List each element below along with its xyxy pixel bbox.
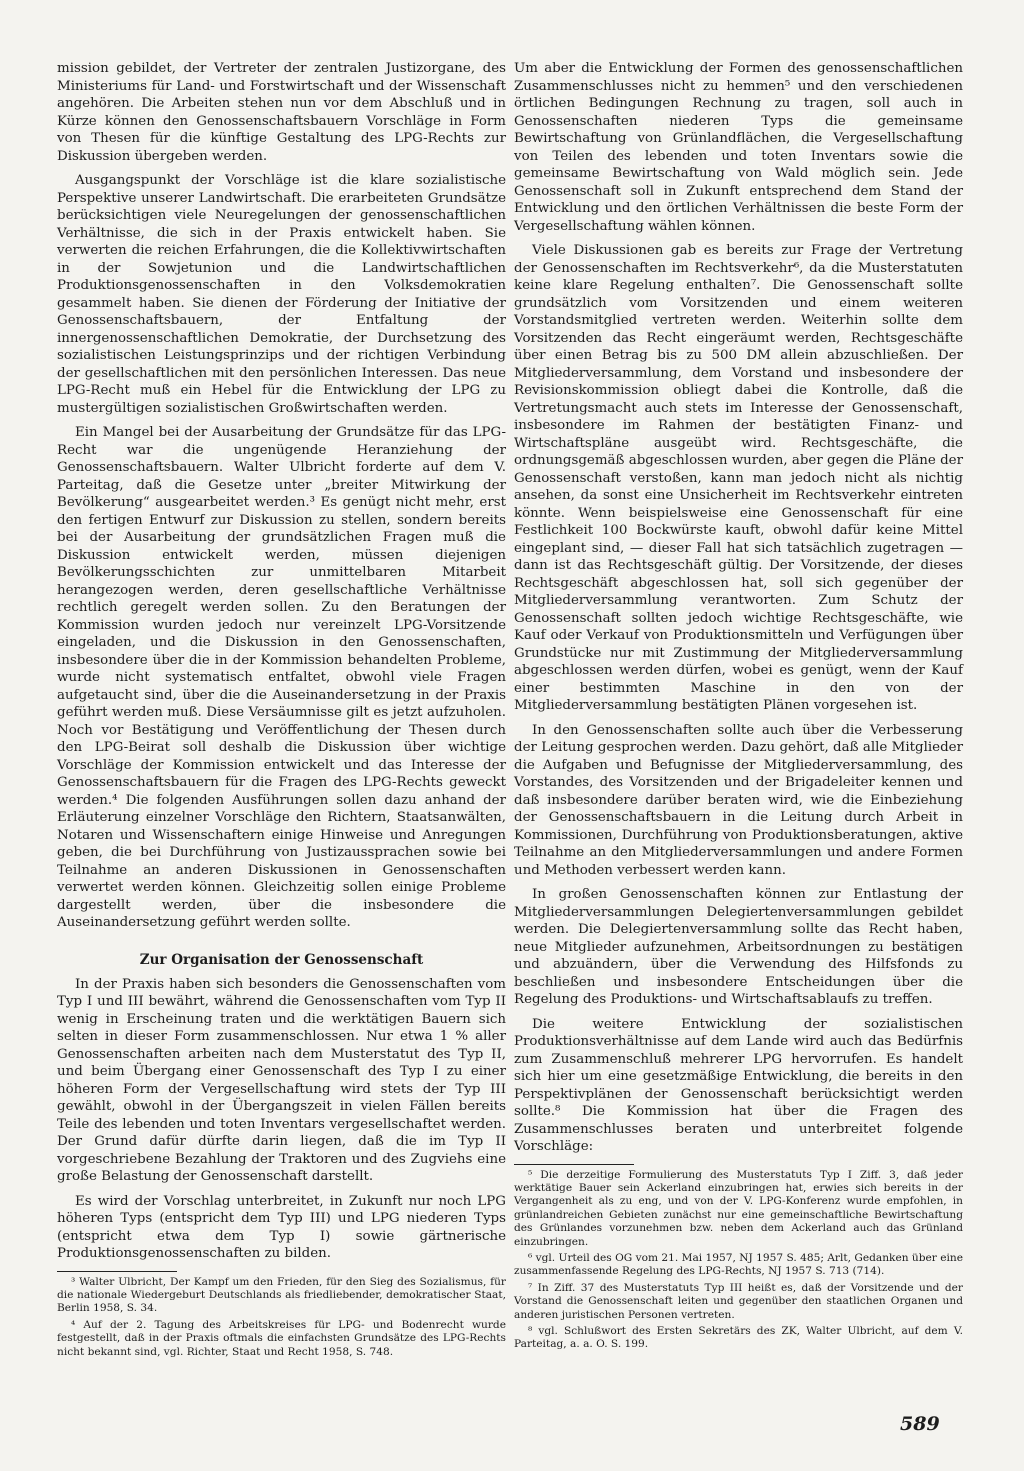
paragraph: Es wird der Vorschlag unterbreitet, in Zukunft nur noch LPG höheren Typs (entspricht dem Typ III) und LPG niederen Typs (entspricht etwa dem Typ I) sowie gärtnerische Produktionsgenossenschaften zu bilden.: [57, 1193, 506, 1261]
footnote: ⁷ In Ziff. 37 des Musterstatuts Typ III heißt es, daß der Vorsitzende und der Vorstand die Genossenschaft leiten und gegenüber den staatlichen Organen und anderen juristischen Personen vertreten.: [514, 1281, 963, 1321]
footnote: ⁶ vgl. Urteil des OG vom 21. Mai 1957, NJ 1957 S. 485; Arlt, Gedanken über eine zusammenfassende Regelung des LPG-Rechts, NJ 1957 S. 713 (714).: [514, 1251, 963, 1278]
paragraph: In großen Genossenschaften können zur Entlastung der Mitgliederversammlungen Delegiertenversammlungen gebildet werden. Die Delegiertenversammlung sollte das Recht haben, neue Mitglieder aufzunehmen, Arbeitsordnungen zu bestätigen und abzuändern, über die Verwendung des Hilfsfonds zu beschließen und insbesondere Entscheidungen über die Regelung des Produktions- und Wirtschaftsablaufs zu treffen.: [514, 887, 963, 1007]
paragraph: Ausgangspunkt der Vorschläge ist die klare sozialistische Perspektive unserer Landwirtschaft. Die erarbeiteten Grundsätze berücksichtigen viele Neuregelungen der genossenschaftlichen Verhältnisse, die sich in der Praxis entwickelt haben. Sie verwerten die reichen Erfahrungen, die die Kollektivwirtschaften in der Sowjetunion und die Landwirtschaftlichen Produktionsgenossenschaften in den Volksdemokratien gesammelt haben. Sie dienen der Förderung der Initiative der Genossenschaftsbauern, der Entfaltung der innergenossenschaftlichen Demokratie, der Durchsetzung des sozialistischen Leistungsprinzips und der richtigen Verbindung der gesellschaftlichen mit den persönlichen Interessen. Das neue LPG-Recht muß ein Hebel für die Entwicklung der LPG zu mustergültigen sozialistischen Großwirtschaften werden.: [57, 173, 506, 416]
footnote: ⁸ vgl. Schlußwort des Ersten Sekretärs des ZK, Walter Ulbricht, auf dem V. Parteitag, a. a. O. S. 199.: [514, 1324, 963, 1351]
paragraph: In den Genossenschaften sollte auch über die Verbesserung der Leitung gesprochen werden. Dazu gehört, daß alle Mitglieder die Aufgaben und Befugnisse der Mitgliederversammlung, des Vorstandes, des Vorsitzenden und der Brigadeleiter kennen und daß insbesondere darüber beraten wird, wie die Einbeziehung der Genossenschaftsbauern in die Leitung durch Arbeit in Kommissionen, Durchführung von Produktionsberatungen, aktive Teilnahme an den Mitgliederversammlungen und andere Formen und Methoden verbessert werden kann.: [514, 722, 963, 878]
paragraph: Die weitere Entwicklung der sozialistischen Produktionsverhältnisse auf dem Lande wird auch das Bedürfnis zum Zusammenschluß mehrerer LPG hervorrufen. Es handelt sich hier um eine gesetzmäßige Entwicklung, die bereits in den Perspektivplänen der Genossenschaft berücksichtigt werden sollte.⁸ Die Kommission hat über die Fragen des Zusammenschlusses beraten und unterbreitet folgende Vorschläge:: [514, 1016, 963, 1154]
footnote: ³ Walter Ulbricht, Der Kampf um den Frieden, für den Sieg des Sozialismus, für die nationale Wiedergeburt Deutschlands als friedliebender, demokratischer Staat, Berlin 1958, S. 34.: [57, 1275, 506, 1315]
paragraph: mission gebildet, der Vertreter der zentralen Justizorgane, des Ministeriums für Land- und Forstwirtschaft und der Wissenschaft angehören. Die Arbeiten stehen nun vor dem Abschluß und in Kürze können den Genossenschaftsbauern Vorschläge in Form von Thesen für die künftige Gestaltung des LPG-Rechts zur Diskussion übergeben werden.: [57, 61, 506, 164]
paragraph: In der Praxis haben sich besonders die Genossenschaften vom Typ I und III bewährt, während die Genossenschaften vom Typ II wenig in Erscheinung traten und die werktätigen Bauern sich selten in dieser Form zusammenschlossen. Nur etwa 1 % aller Genossenschaften arbeiten nach dem Musterstatut des Typ II, und beim Übergang einer Genossenschaft des Typ I zu einer höheren Form der Vergesellschaftung wird stets der Typ III gewählt, obwohl in der Übergangszeit in vielen Fällen bereits Teile des lebenden und toten Inventars vergesellschaftet werden. Der Grund dafür dürfte darin liegen, daß die im Typ II vorgeschriebene Bezahlung der Traktoren und des Zugviehs eine große Belastung der Genossenschaft darstellt.: [57, 976, 506, 1184]
paragraph: Um aber die Entwicklung der Formen des genossenschaftlichen Zusammenschlusses nicht zu hemmen⁵ und den verschiedenen örtlichen Bedingungen Rechnung zu tragen, soll auch in Genossenschaften niederen Typs die gemeinsame Bewirtschaftung von Grünlandflächen, die Vergesellschaftung von Teilen des lebenden und toten Inventars sowie die gemeinsame Bewirtschaftung von Wald möglich sein. Jede Genossenschaft soll in Zukunft entsprechend dem Stand der Entwicklung und den örtlichen Verhältnissen die beste Form der Vergesellschaftung wählen können.: [514, 61, 963, 234]
paragraph: Ein Mangel bei der Ausarbeitung der Grundsätze für das LPG-Recht war die ungenügende Heranziehung der Genossenschaftsbauern. Walter Ulbricht forderte auf dem V. Parteitag, daß die Gesetze unter „breiter Mitwirkung der Bevölkerung“ ausgearbeitet werden.³ Es genügt nicht mehr, erst den fertigen Entwurf zur Diskussion zu stellen, sondern bereits bei der Ausarbeitung der grundsätzlichen Fragen muß die Diskussion entwickelt werden, müssen diejenigen Bevölkerungsschichten zur unmittelbaren Mitarbeit herangezogen werden, deren gesellschaftliche Verhältnisse rechtlich geregelt werden sollen. Zu den Beratungen der Kommission wurden jedoch nur vereinzelt LPG-Vorsitzende eingeladen, und die Diskussion in den Genossenschaften, insbesondere über die in der Kommission behandelten Probleme, wurde nicht systematisch entfaltet, obwohl viele Fragen aufgetaucht sind, über die die Auseinandersetzung in der Praxis geführt werden muß. Diese Versäumnisse gilt es jetzt aufzuholen. Noch vor Bestätigung und Veröffentlichung der Thesen durch den LPG-Beirat soll deshalb die Diskussion über wichtige Vorschläge der Kommission entwickelt und das Interesse der Genossenschaftsbauern für die Fragen des LPG-Rechts geweckt werden.⁴ Die folgenden Ausführungen sollen dazu anhand der Erläuterung einzelner Vorschläge den Richtern, Staatsanwälten, Notaren und Wissenschaftern einige Hinweise und Anregungen geben, die bei Durchführung von Justizaussprachen sowie bei Teilnahme an anderen Diskussionen in Genossenschaften verwertet werden können. Gleichzeitig sollen einige Probleme dargestellt werden, über die insbesondere die Auseinandersetzung geführt werden sollte.: [57, 425, 506, 930]
section-heading: Zur Organisation der Genossenschaft: [139, 951, 424, 968]
page-number: 589: [900, 1413, 940, 1435]
left-column: [57, 60, 506, 1362]
footnote: ⁵ Die derzeitige Formulierung des Musterstatuts Typ I Ziff. 3, daß jeder werktätige Bauer sein Ackerland einzubringen hat, erwies sich bereits in der Vergangenheit als zu eng, und von der V. LPG-Konferenz wurde empfohlen, in grünlandreichen Gebieten zunächst nur eine gemeinschaftliche Bewirtschaftung des Grünlandes vorzunehmen bzw. neben dem Ackerland auch das Grünland einzubringen.: [514, 1168, 963, 1248]
paragraph: Viele Diskussionen gab es bereits zur Frage der Vertretung der Genossenschaften im Rechtsverkehr⁶, da die Musterstatuten keine klare Regelung enthalten⁷. Die Genossenschaft sollte grundsätzlich vom Vorsitzenden und einem weiteren Vorstandsmitglied vertreten werden. Weiterhin sollte dem Vorsitzenden das Recht eingeräumt werden, Rechtsgeschäfte über einen Betrag bis zu 500 DM allein abzuschließen. Der Mitgliederversammlung, dem Vorstand und insbesondere der Revisionskommission obliegt dabei die Kontrolle, daß die Vertretungsmacht auch stets im Interesse der Genossenschaft, insbesondere im Rahmen der bestätigten Finanz- und Wirtschaftspläne ausgeübt wird. Rechtsgeschäfte, die ordnungsgemäß abgeschlossen wurden, aber gegen die Pläne der Genossenschaft verstoßen, kann man jedoch nicht als nichtig ansehen, da sonst eine Unsicherheit im Rechtsverkehr eintreten könnte. Wenn beispielsweise eine Genossenschaft für eine Festlichkeit 100 Bockwürste kauft, obwohl dafür keine Mittel eingeplant sind, — dieser Fall hat sich tatsächlich zugetragen — dann ist das Rechtsgeschäft gültig. Der Vorsitzende, der dieses Rechtsgeschäft abgeschlossen hat, soll sich gegenüber der Mitgliederversammlung verantworten. Zum Schutz der Genossenschaft sollten jedoch wichtige Rechtsgeschäfte, wie Kauf oder Verkauf von Produktionsmitteln und Verfügungen über Grundstücke nur mit Zustimmung der Mitgliederversammlung abgeschlossen werden dürfen, wobei es genügt, wenn der Kauf einer bestimmten Maschine in den von der Mitgliederversammlung bestätigten Plänen vorgesehen ist.: [514, 243, 963, 713]
footnote: ⁴ Auf der 2. Tagung des Arbeitskreises für LPG- und Bodenrecht wurde festgestellt, daß in der Praxis oftmals die einfachsten Grundsätze des LPG-Rechts nicht bekannt sind, vgl. Richter, Staat und Recht 1958, S. 748.: [57, 1318, 506, 1358]
footnote-divider: [57, 1271, 177, 1272]
footnote-divider: [514, 1164, 634, 1165]
right-column: [514, 60, 963, 1355]
